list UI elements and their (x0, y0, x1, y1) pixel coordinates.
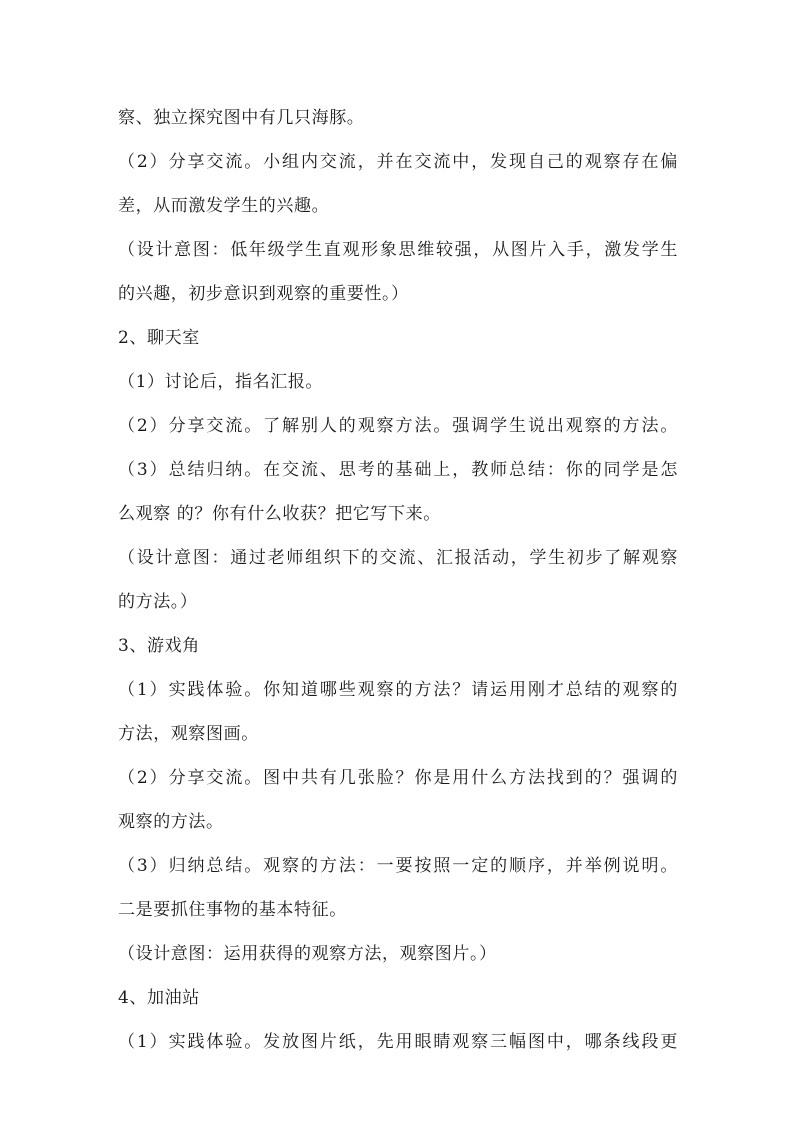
text-line: 么观察 的？你有什么收获？把它写下来。 (118, 504, 441, 524)
text-line: （设计意图：低年级学生直观形象思维较强，从图片入手，激发学生 (118, 240, 678, 260)
text-line: （2）分享交流。图中共有几张脸？你是用什么方法找到的？强调的 (118, 768, 678, 788)
text-line: 方法，观察图画。 (118, 724, 259, 744)
text-line: （3）总结归纳。在交流、思考的基础上，教师总结：你的同学是怎 (118, 460, 678, 480)
text-line: （1）实践体验。你知道哪些观察的方法？请运用刚才总结的观察的 (118, 680, 678, 700)
text-line: 的方法。） (118, 592, 198, 612)
section-heading: 3、游戏角 (118, 636, 200, 656)
text-line: （2）分享交流。小组内交流，并在交流中，发现自己的观察存在偏 (118, 152, 678, 172)
text-line: （3）归纳总结。观察的方法：一要按照一定的顺序，并举例说明。 (118, 856, 678, 876)
text-line: 观察的方法。 (118, 812, 224, 832)
section-heading: 4、加油站 (118, 988, 200, 1008)
text-line: 差，从而激发学生的兴趣。 (118, 196, 330, 216)
text-line: （设计意图：通过老师组织下的交流、汇报活动，学生初步了解观察 (118, 548, 678, 568)
text-line: （1）讨论后，指名汇报。 (118, 372, 324, 392)
text-line: （1）实践体验。发放图片纸，先用眼睛观察三幅图中，哪条线段更 (118, 1032, 678, 1052)
text-line: 二是要抓住事物的基本特征。 (118, 900, 347, 920)
section-heading: 2、聊天室 (118, 328, 200, 348)
text-line: （2）分享交流。了解别人的观察方法。强调学生说出观察的方法。 (118, 416, 678, 436)
text-line: （设计意图：运用获得的观察方法，观察图片。） (118, 944, 497, 964)
text-line: 察、独立探究图中有几只海豚。 (118, 108, 365, 128)
text-line: 的兴趣，初步意识到观察的重要性。） (118, 284, 409, 304)
